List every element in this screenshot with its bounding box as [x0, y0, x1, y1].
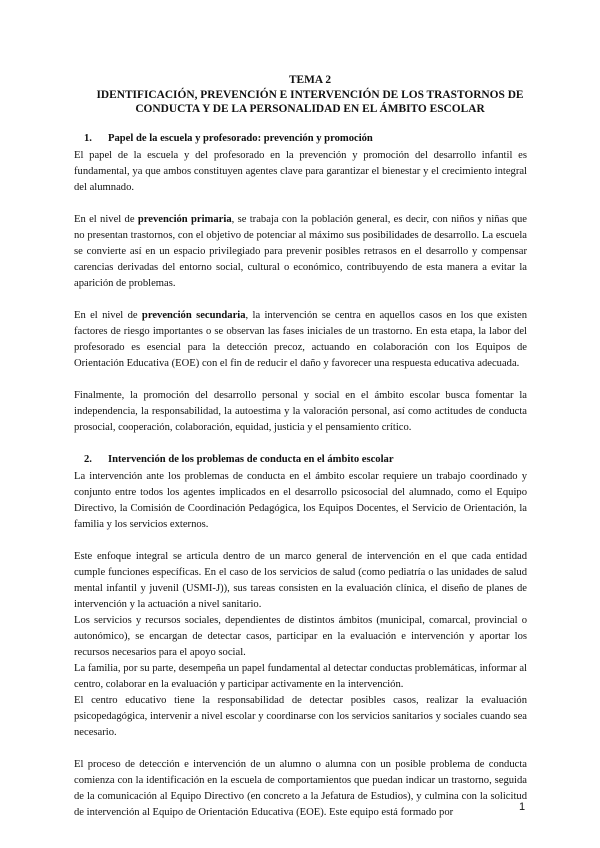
section-1-paragraph-2 — [74, 212, 527, 292]
section-2-heading — [74, 452, 527, 468]
section-1-title: Papel de la escuela y profesorado: prevención y promoción — [108, 133, 373, 144]
title-line-1: IDENTIFICACIÓN, PREVENCIÓN E INTERVENCIÓN DE LOS TRASTORNOS DE — [96, 88, 524, 101]
paragraph-text: En el nivel de — [74, 310, 142, 321]
section-2-title: Intervención de los problemas de conducta en el ámbito escolar — [108, 454, 394, 465]
section-2-paragraph-5: El centro educativo tiene la responsabilidad de detectar posibles casos, realizar la evaluación psicopedagógica, intervenir a nivel escolar y coordinarse con los servicios sanitarios y sociales cuando sea necesario. — [74, 695, 527, 738]
section-2-paragraph-1: La intervención ante los problemas de conducta en el ámbito escolar requiere un trabajo coordinado y conjunto entre todos los agentes implicados en el desarrollo psicosocial del alumnado, como el Equipo Directivo, la Comisión de Coordinación Pedagógica, los Equipos Docentes, el Servicio de Orientación, la familia y los servicios externos. — [74, 471, 527, 530]
section-1-number: 1. — [84, 133, 92, 144]
section-2-number: 2. — [84, 454, 92, 465]
page-number: 1 — [519, 801, 526, 813]
paragraph-text: , la intervención se centra en aquellos casos en los que existen factores de riesgo importantes o se observan las fases iniciales de un trastorno. En esta etapa, la labor del profesorado es esencial para la detección precoz, actuando en colaboración con los Equipos de Orientación Educativa (EOE) con el fin de reducir el daño y favorecer una respuesta educativa adecuada. — [74, 310, 527, 369]
document-header — [60, 73, 560, 117]
section-2-paragraph-6: El proceso de detección e intervención de un alumno o alumna con un posible problema de conducta comienza con la identificación en la escuela de comportamientos que puedan indicar un trastorno, seguida de la comunicación al Equipo Directivo (en concreto a la Jefatura de Estudios), y culmina con la solicitud de intervención al Equipo de Orientación Educativa (EOE). Este equipo está formado por — [74, 759, 527, 818]
section-1-paragraph-3 — [74, 308, 527, 372]
document-body — [74, 128, 527, 821]
title-line-2: CONDUCTA Y DE LA PERSONALIDAD EN EL ÁMBITO ESCOLAR — [135, 103, 485, 115]
section-2-paragraph-3: Los servicios y recursos sociales, dependientes de distintos ámbitos (municipal, comarcal, provincial o autonómico), se encargan de detectar casos, participar en la evaluación e intervención y aportar los recursos necesarios para el apoyo social. — [74, 615, 527, 658]
emphasis-prevencion-secundaria: prevención secundaria — [141, 310, 246, 321]
section-2-paragraph-4: La familia, por su parte, desempeña un papel fundamental al detectar conductas problemáticas, informar al centro, colaborar en la evaluación y participar activamente en la intervención. — [74, 663, 527, 690]
section-2-paragraph-2: Este enfoque integral se articula dentro de un marco general de intervención en el que cada entidad cumple funciones específicas. En el caso de los servicios de salud (como pediatría o las unidades de salud mental infantil y juvenil (USMI-J)), sus tareas consisten en la evaluación clínica, el diseño de planes de intervención y la actuación a nivel sanitario. — [74, 551, 527, 610]
tema-label: TEMA 2 — [288, 74, 332, 86]
paragraph-text: , se trabaja con la población general, es decir, con niños y niñas que no presentan trastornos, con el objetivo de potenciar al máximo sus posibilidades de desarrollo. La escuela se convierte así en un espacio privilegiado para prevenir posibles retrasos en el desarrollo y compensar carencias derivadas del entorno social, cultural o económico, contribuyendo de esta manera a evitar la aparición de problemas. — [74, 214, 527, 289]
section-1-paragraph-4: Finalmente, la promoción del desarrollo personal y social en el ámbito escolar busca fomentar la independencia, la responsabilidad, la autoestima y la valoración personal, así como actitudes de conducta prosocial, cooperación, colaboración, equidad, justicia y el pensamiento crítico. — [74, 390, 527, 433]
section-1-heading — [74, 131, 527, 147]
paragraph-text: En el nivel de — [74, 214, 138, 225]
emphasis-prevencion-primaria: prevención primaria — [137, 214, 232, 225]
section-1-paragraph-1: El papel de la escuela y del profesorado en la prevención y promoción del desarrollo infantil es fundamental, ya que ambos constituyen agentes clave para garantizar el bienestar y el crecimiento integral del alumnado. — [74, 150, 527, 193]
